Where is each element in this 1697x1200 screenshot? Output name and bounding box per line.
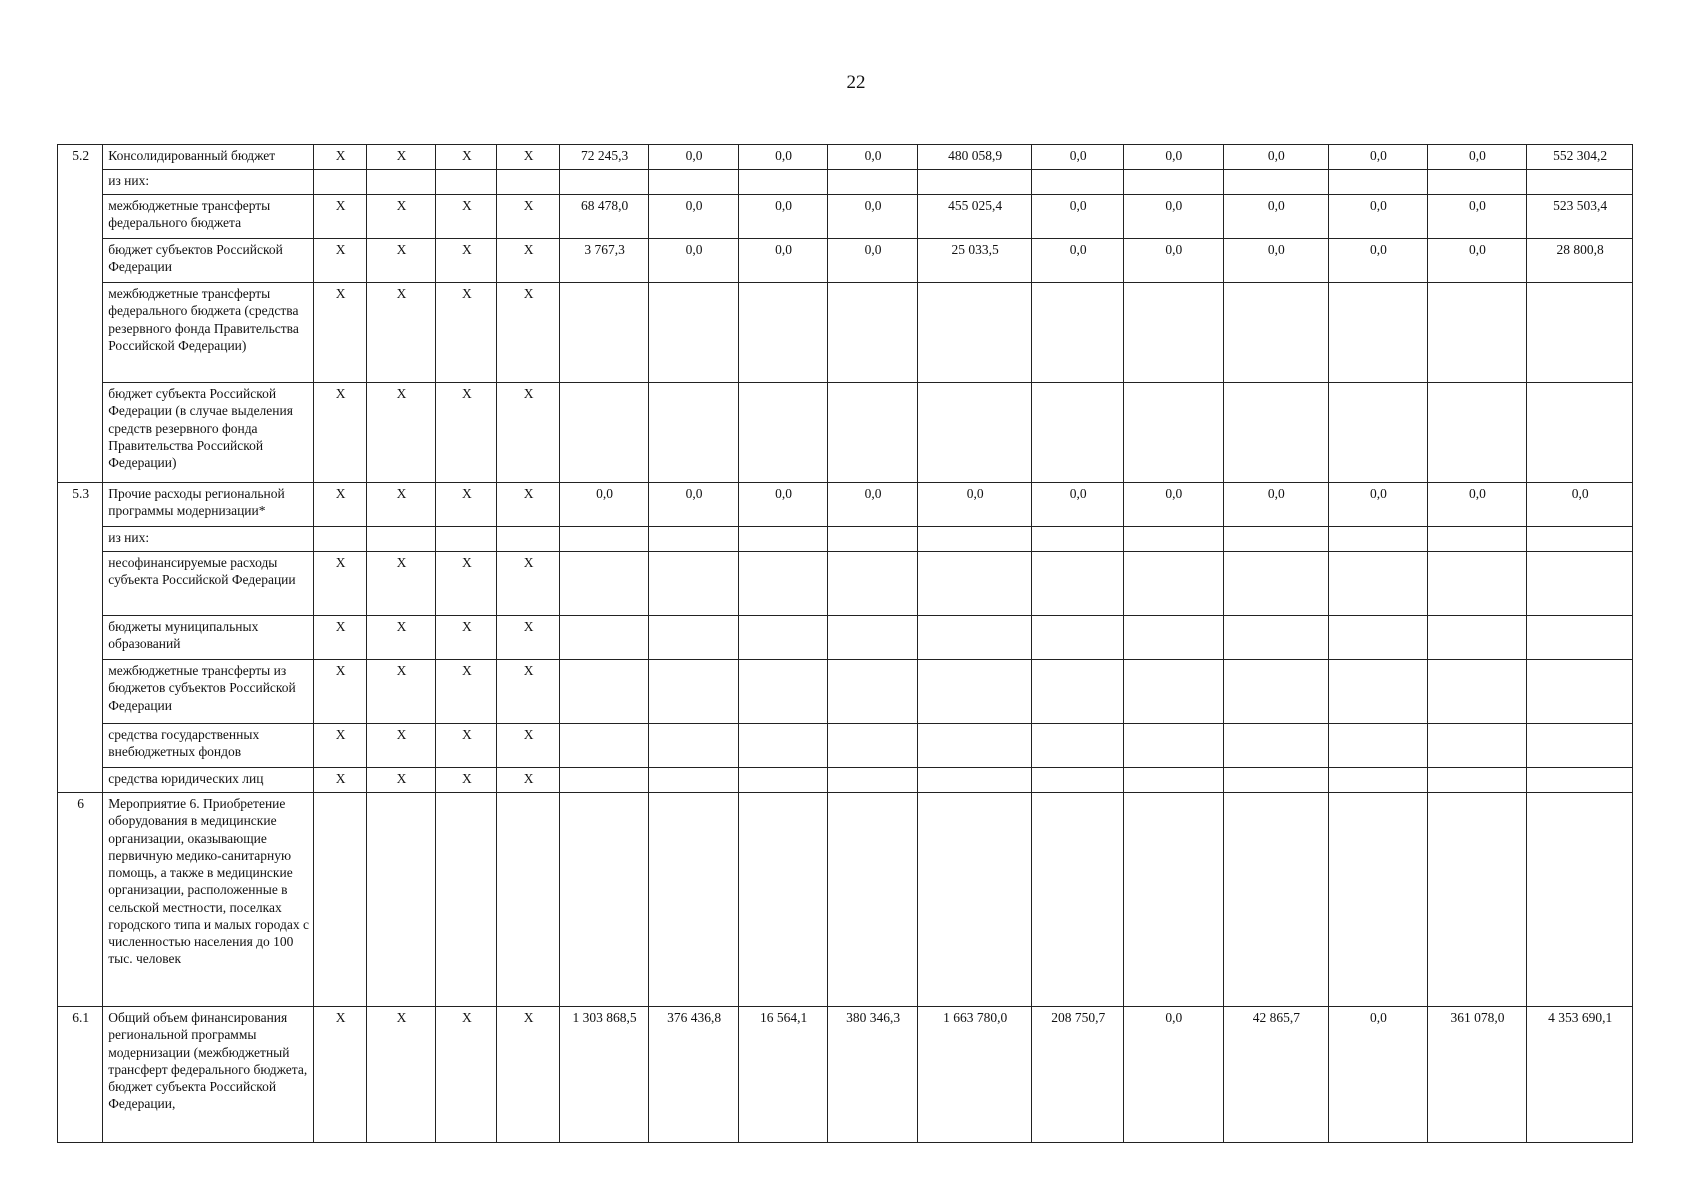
x-marker-cell: X — [366, 660, 435, 724]
x-marker-cell: X — [314, 239, 366, 283]
value-cell — [1223, 170, 1329, 195]
value-cell — [649, 552, 739, 616]
value-cell — [1427, 768, 1527, 793]
value-cell — [559, 383, 649, 483]
value-cell: 0,0 — [738, 195, 828, 239]
table-row — [58, 1007, 1633, 1143]
value-cell — [1123, 283, 1223, 383]
table-row — [58, 483, 1633, 527]
value-cell — [1329, 793, 1428, 1007]
x-marker-cell: X — [497, 195, 559, 239]
value-cell — [828, 527, 918, 552]
value-cell — [738, 660, 828, 724]
table-row — [58, 239, 1633, 283]
value-cell: 0,0 — [828, 145, 918, 170]
value-cell — [1329, 552, 1428, 616]
value-cell: 0,0 — [1032, 195, 1124, 239]
value-cell — [738, 170, 828, 195]
value-cell: 0,0 — [1032, 239, 1124, 283]
value-cell — [1223, 768, 1329, 793]
x-marker-cell — [497, 527, 559, 552]
value-cell: 376 436,8 — [649, 1007, 739, 1143]
x-marker-cell: X — [314, 283, 366, 383]
value-cell — [1223, 527, 1329, 552]
value-cell — [1527, 283, 1633, 383]
value-cell — [1223, 616, 1329, 660]
value-cell — [917, 724, 1032, 768]
value-cell: 1 303 868,5 — [559, 1007, 649, 1143]
value-cell — [828, 660, 918, 724]
value-cell — [1527, 660, 1633, 724]
value-cell: 0,0 — [1427, 145, 1527, 170]
x-marker-cell: X — [436, 552, 497, 616]
table-row — [58, 552, 1633, 616]
x-marker-cell: X — [366, 145, 435, 170]
value-cell: 1 663 780,0 — [917, 1007, 1032, 1143]
value-cell: 25 033,5 — [917, 239, 1032, 283]
value-cell — [559, 552, 649, 616]
value-cell — [828, 552, 918, 616]
value-cell: 0,0 — [1223, 195, 1329, 239]
value-cell — [828, 283, 918, 383]
value-cell — [917, 768, 1032, 793]
value-cell: 0,0 — [738, 483, 828, 527]
x-marker-cell: X — [436, 383, 497, 483]
x-marker-cell — [436, 793, 497, 1007]
x-marker-cell: X — [497, 660, 559, 724]
x-marker-cell: X — [436, 768, 497, 793]
value-cell: 480 058,9 — [917, 145, 1032, 170]
value-cell: 72 245,3 — [559, 145, 649, 170]
x-marker-cell — [366, 793, 435, 1007]
value-cell — [738, 616, 828, 660]
x-marker-cell: X — [366, 239, 435, 283]
value-cell — [1427, 527, 1527, 552]
value-cell: 0,0 — [828, 483, 918, 527]
row-label-cell: бюджет субъекта Российской Федерации (в случае выделения средств резервного фонда Правительства Российской Федерации) — [103, 383, 314, 483]
value-cell — [1329, 283, 1428, 383]
x-marker-cell — [314, 170, 366, 195]
value-cell — [1223, 724, 1329, 768]
value-cell — [559, 660, 649, 724]
value-cell — [1427, 660, 1527, 724]
value-cell: 0,0 — [1329, 195, 1428, 239]
x-marker-cell: X — [497, 283, 559, 383]
value-cell: 0,0 — [1427, 483, 1527, 527]
row-label-cell: бюджеты муниципальных образований — [103, 616, 314, 660]
value-cell — [1527, 527, 1633, 552]
row-number-cell: 6 — [58, 793, 103, 1007]
table-row — [58, 768, 1633, 793]
value-cell: 208 750,7 — [1032, 1007, 1124, 1143]
value-cell — [1123, 527, 1223, 552]
value-cell: 0,0 — [1329, 145, 1428, 170]
value-cell — [1032, 660, 1124, 724]
value-cell — [649, 527, 739, 552]
value-cell — [1123, 383, 1223, 483]
value-cell — [917, 527, 1032, 552]
value-cell: 455 025,4 — [917, 195, 1032, 239]
x-marker-cell: X — [497, 1007, 559, 1143]
row-label-cell: из них: — [103, 527, 314, 552]
value-cell — [649, 660, 739, 724]
table-row — [58, 660, 1633, 724]
budget-table — [57, 144, 1633, 1143]
x-marker-cell: X — [497, 616, 559, 660]
value-cell — [649, 383, 739, 483]
value-cell — [1427, 793, 1527, 1007]
value-cell — [1123, 793, 1223, 1007]
value-cell — [1329, 170, 1428, 195]
value-cell — [828, 724, 918, 768]
value-cell — [738, 793, 828, 1007]
value-cell — [828, 383, 918, 483]
table-row — [58, 283, 1633, 383]
value-cell: 0,0 — [1527, 483, 1633, 527]
x-marker-cell: X — [314, 383, 366, 483]
value-cell — [559, 283, 649, 383]
value-cell — [917, 383, 1032, 483]
value-cell — [1329, 724, 1428, 768]
x-marker-cell: X — [366, 1007, 435, 1143]
value-cell: 0,0 — [1123, 195, 1223, 239]
value-cell: 0,0 — [1032, 483, 1124, 527]
x-marker-cell — [497, 793, 559, 1007]
x-marker-cell: X — [366, 552, 435, 616]
x-marker-cell: X — [314, 552, 366, 616]
table-row — [58, 170, 1633, 195]
page-number: 22 — [846, 72, 866, 93]
value-cell: 0,0 — [1123, 239, 1223, 283]
table-body — [58, 145, 1633, 1143]
x-marker-cell: X — [436, 616, 497, 660]
value-cell — [1032, 724, 1124, 768]
x-marker-cell: X — [314, 616, 366, 660]
x-marker-cell — [436, 170, 497, 195]
row-label-cell: межбюджетные трансферты из бюджетов субъектов Российской Федерации — [103, 660, 314, 724]
value-cell — [1427, 552, 1527, 616]
table-row — [58, 527, 1633, 552]
value-cell — [1223, 552, 1329, 616]
x-marker-cell: X — [436, 724, 497, 768]
x-marker-cell — [366, 170, 435, 195]
value-cell: 552 304,2 — [1527, 145, 1633, 170]
x-marker-cell — [314, 793, 366, 1007]
value-cell — [559, 793, 649, 1007]
value-cell — [1032, 170, 1124, 195]
value-cell — [649, 724, 739, 768]
x-marker-cell — [497, 170, 559, 195]
value-cell — [649, 793, 739, 1007]
value-cell — [1223, 283, 1329, 383]
value-cell — [1123, 724, 1223, 768]
value-cell — [1527, 616, 1633, 660]
value-cell: 0,0 — [649, 239, 739, 283]
row-label-cell: средства юридических лиц — [103, 768, 314, 793]
value-cell — [917, 170, 1032, 195]
value-cell — [1123, 552, 1223, 616]
x-marker-cell: X — [497, 552, 559, 616]
x-marker-cell: X — [436, 239, 497, 283]
value-cell: 0,0 — [1223, 239, 1329, 283]
value-cell: 0,0 — [1123, 483, 1223, 527]
value-cell — [917, 793, 1032, 1007]
x-marker-cell: X — [436, 145, 497, 170]
x-marker-cell — [436, 527, 497, 552]
value-cell: 4 353 690,1 — [1527, 1007, 1633, 1143]
value-cell — [1527, 552, 1633, 616]
row-label-cell: несофинансируемые расходы субъекта Российской Федерации — [103, 552, 314, 616]
x-marker-cell: X — [436, 483, 497, 527]
value-cell — [1329, 660, 1428, 724]
x-marker-cell: X — [436, 660, 497, 724]
value-cell — [828, 616, 918, 660]
value-cell — [1123, 616, 1223, 660]
table-row — [58, 145, 1633, 170]
row-label-cell: Мероприятие 6. Приобретение оборудования в медицинские организации, оказывающие первичную медико-санитарную помощь, а также в медицинские организации, расположенные в сельской местности, поселках городского типа и малых городах с численностью населения до 100 тыс. человек — [103, 793, 314, 1007]
value-cell: 42 865,7 — [1223, 1007, 1329, 1143]
value-cell — [1329, 527, 1428, 552]
value-cell — [1123, 660, 1223, 724]
x-marker-cell: X — [366, 616, 435, 660]
value-cell — [1427, 170, 1527, 195]
table-row — [58, 724, 1633, 768]
value-cell — [649, 768, 739, 793]
value-cell — [1427, 616, 1527, 660]
value-cell: 0,0 — [1427, 239, 1527, 283]
value-cell — [1032, 768, 1124, 793]
x-marker-cell: X — [366, 283, 435, 383]
value-cell: 0,0 — [649, 145, 739, 170]
x-marker-cell: X — [314, 724, 366, 768]
row-label-cell: Общий объем финансирования региональной программы модернизации (межбюджетный трансферт федерального бюджета, бюджет субъекта Российской Федерации, — [103, 1007, 314, 1143]
x-marker-cell: X — [314, 660, 366, 724]
table-row — [58, 195, 1633, 239]
row-number-cell: 5.2 — [58, 145, 103, 483]
value-cell — [1223, 793, 1329, 1007]
x-marker-cell — [314, 527, 366, 552]
x-marker-cell: X — [366, 768, 435, 793]
value-cell — [1427, 383, 1527, 483]
value-cell: 0,0 — [1032, 145, 1124, 170]
x-marker-cell: X — [497, 383, 559, 483]
value-cell — [649, 616, 739, 660]
value-cell — [559, 170, 649, 195]
value-cell — [917, 616, 1032, 660]
x-marker-cell: X — [314, 1007, 366, 1143]
row-label-cell: бюджет субъектов Российской Федерации — [103, 239, 314, 283]
value-cell: 0,0 — [1329, 239, 1428, 283]
x-marker-cell: X — [314, 195, 366, 239]
value-cell: 0,0 — [828, 239, 918, 283]
value-cell — [1329, 616, 1428, 660]
value-cell — [738, 527, 828, 552]
value-cell — [1123, 170, 1223, 195]
x-marker-cell: X — [497, 483, 559, 527]
value-cell: 0,0 — [1223, 483, 1329, 527]
value-cell — [1032, 616, 1124, 660]
x-marker-cell: X — [436, 195, 497, 239]
value-cell: 0,0 — [559, 483, 649, 527]
x-marker-cell: X — [436, 283, 497, 383]
value-cell: 361 078,0 — [1427, 1007, 1527, 1143]
value-cell: 0,0 — [828, 195, 918, 239]
x-marker-cell: X — [497, 768, 559, 793]
value-cell: 3 767,3 — [559, 239, 649, 283]
value-cell — [738, 768, 828, 793]
row-label-cell: межбюджетные трансферты федерального бюджета (средства резервного фонда Правительства Российской Федерации) — [103, 283, 314, 383]
value-cell — [1032, 793, 1124, 1007]
value-cell — [1032, 383, 1124, 483]
value-cell — [1032, 527, 1124, 552]
value-cell — [1329, 383, 1428, 483]
x-marker-cell: X — [314, 483, 366, 527]
x-marker-cell: X — [366, 383, 435, 483]
x-marker-cell: X — [366, 724, 435, 768]
value-cell — [1123, 768, 1223, 793]
value-cell — [738, 383, 828, 483]
value-cell — [559, 724, 649, 768]
x-marker-cell — [366, 527, 435, 552]
value-cell — [559, 616, 649, 660]
value-cell — [649, 170, 739, 195]
value-cell — [559, 527, 649, 552]
value-cell — [828, 170, 918, 195]
x-marker-cell: X — [497, 145, 559, 170]
value-cell — [1032, 283, 1124, 383]
x-marker-cell: X — [366, 483, 435, 527]
value-cell: 0,0 — [917, 483, 1032, 527]
x-marker-cell: X — [436, 1007, 497, 1143]
x-marker-cell: X — [314, 145, 366, 170]
value-cell: 0,0 — [1329, 1007, 1428, 1143]
value-cell — [1527, 724, 1633, 768]
value-cell: 0,0 — [1329, 483, 1428, 527]
value-cell: 523 503,4 — [1527, 195, 1633, 239]
value-cell: 0,0 — [1123, 1007, 1223, 1143]
value-cell — [738, 724, 828, 768]
value-cell — [917, 283, 1032, 383]
x-marker-cell: X — [314, 768, 366, 793]
value-cell — [917, 552, 1032, 616]
table-row — [58, 616, 1633, 660]
value-cell: 0,0 — [649, 195, 739, 239]
value-cell: 16 564,1 — [738, 1007, 828, 1143]
row-number-cell: 5.3 — [58, 483, 103, 793]
value-cell — [1427, 283, 1527, 383]
row-label-cell: Прочие расходы региональной программы модернизации* — [103, 483, 314, 527]
value-cell — [559, 768, 649, 793]
table-row — [58, 383, 1633, 483]
value-cell: 0,0 — [1123, 145, 1223, 170]
value-cell — [1223, 383, 1329, 483]
value-cell — [1032, 552, 1124, 616]
value-cell: 28 800,8 — [1527, 239, 1633, 283]
value-cell — [738, 283, 828, 383]
row-label-cell: из них: — [103, 170, 314, 195]
value-cell: 0,0 — [1223, 145, 1329, 170]
value-cell — [1527, 793, 1633, 1007]
value-cell — [1527, 383, 1633, 483]
value-cell: 68 478,0 — [559, 195, 649, 239]
value-cell — [828, 793, 918, 1007]
x-marker-cell: X — [497, 239, 559, 283]
value-cell: 0,0 — [649, 483, 739, 527]
table-row — [58, 793, 1633, 1007]
value-cell — [1329, 768, 1428, 793]
row-label-cell: межбюджетные трансферты федерального бюджета — [103, 195, 314, 239]
value-cell: 380 346,3 — [828, 1007, 918, 1143]
value-cell: 0,0 — [738, 239, 828, 283]
value-cell: 0,0 — [738, 145, 828, 170]
value-cell — [1223, 660, 1329, 724]
x-marker-cell: X — [497, 724, 559, 768]
value-cell — [828, 768, 918, 793]
row-label-cell: Консолидированный бюджет — [103, 145, 314, 170]
value-cell — [1527, 170, 1633, 195]
value-cell — [917, 660, 1032, 724]
x-marker-cell: X — [366, 195, 435, 239]
value-cell — [738, 552, 828, 616]
value-cell: 0,0 — [1427, 195, 1527, 239]
value-cell — [649, 283, 739, 383]
value-cell — [1527, 768, 1633, 793]
value-cell — [1427, 724, 1527, 768]
row-number-cell: 6.1 — [58, 1007, 103, 1143]
row-label-cell: средства государственных внебюджетных фондов — [103, 724, 314, 768]
